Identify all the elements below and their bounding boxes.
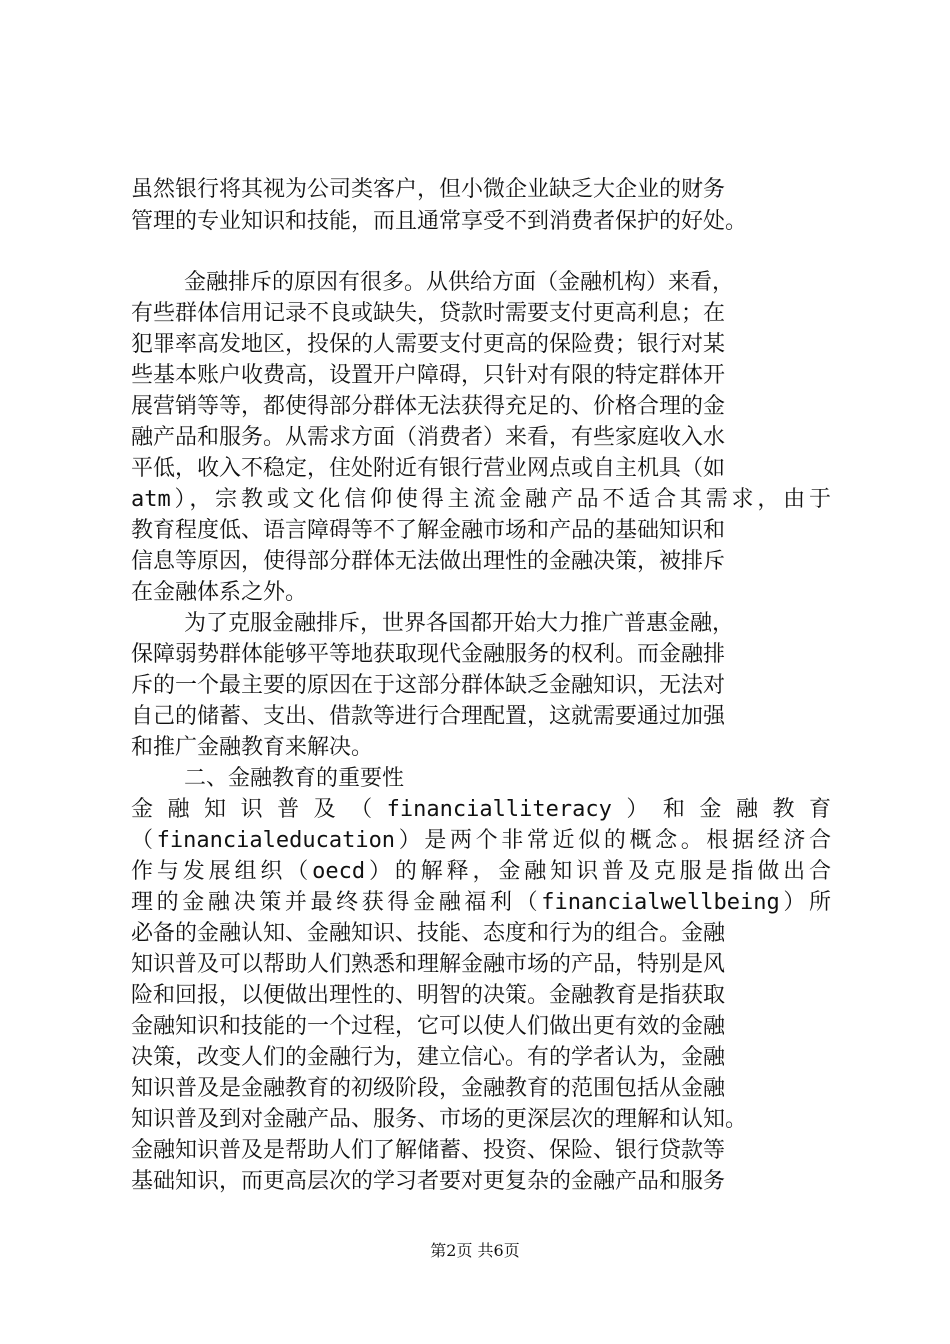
text-line: 犯罪率高发地区，投保的人需要支付更高的保险费；银行对某 xyxy=(131,332,726,357)
text-line: 理的金融决策并最终获得金融福利（financialwellbeing）所 xyxy=(131,890,831,915)
paragraph-start-line: 金融排斥的原因有很多。从供给方面（金融机构）来看， xyxy=(131,270,734,295)
text-line: 金融知识和技能的一个过程，它可以使人们做出更有效的金融 xyxy=(131,1014,726,1039)
text-line: 基础知识，而更高层次的学习者要对更复杂的金融产品和服务 xyxy=(131,1169,726,1194)
section-heading: 二、金融教育的重要性 xyxy=(131,766,404,791)
text-line: 金融知识普及是帮助人们了解储蓄、投资、保险、银行贷款等 xyxy=(131,1138,726,1163)
text-line: 险和回报，以便做出理性的、明智的决策。金融教育是指获取 xyxy=(131,983,726,1008)
text-line: 平低，收入不稳定，住处附近有银行营业网点或自主机具（如 xyxy=(131,456,726,481)
text-line: （financialeducation）是两个非常近似的概念。根据经济合 xyxy=(131,828,831,853)
text-line: 些基本账户收费高，设置开户障碍，只针对有限的特定群体开 xyxy=(131,363,726,388)
text-line: 知识普及可以帮助人们熟悉和理解金融市场的产品，特别是风 xyxy=(131,952,726,977)
text-line: 决策，改变人们的金融行为，建立信心。有的学者认为，金融 xyxy=(131,1045,726,1070)
text-line: 虽然银行将其视为公司类客户，但小微企业缺乏大企业的财务 xyxy=(131,177,726,202)
page-number-footer: 第2页 共6页 xyxy=(430,1241,520,1260)
text-line: 知识普及是金融教育的初级阶段，金融教育的范围包括从金融 xyxy=(131,1076,726,1101)
text-line: 斥的一个最主要的原因在于这部分群体缺乏金融知识，无法对 xyxy=(131,673,726,698)
text-line: 展营销等等，都使得部分群体无法获得充足的、价格合理的金 xyxy=(131,394,726,419)
text-line: 和推广金融教育来解决。 xyxy=(131,735,374,760)
text-line: 在金融体系之外。 xyxy=(131,580,308,605)
text-line: 有些群体信用记录不良或缺失，贷款时需要支付更高利息；在 xyxy=(131,301,726,326)
text-line: 必备的金融认知、金融知识、技能、态度和行为的组合。金融 xyxy=(131,921,726,946)
paragraph-start-line: 为了克服金融排斥，世界各国都开始大力推广普惠金融， xyxy=(131,611,734,636)
text-line: 教育程度低、语言障碍等不了解金融市场和产品的基础知识和 xyxy=(131,518,726,543)
text-line: 作与发展组织（oecd）的解释，金融知识普及克服是指做出合 xyxy=(131,859,831,884)
text-line: 融产品和服务。从需求方面（消费者）来看，有些家庭收入水 xyxy=(131,425,726,450)
paragraph-start-line: 金融知识普及（financialliteracy）和金融教育 xyxy=(131,797,831,822)
text-line: 保障弱势群体能够平等地获取现代金融服务的权利。而金融排 xyxy=(131,642,726,667)
text-line: atm），宗教或文化信仰使得主流金融产品不适合其需求，由于 xyxy=(131,487,831,512)
text-line: 知识普及到对金融产品、服务、市场的更深层次的理解和认知。 xyxy=(131,1107,748,1132)
text-line: 管理的专业知识和技能，而且通常享受不到消费者保护的好处。 xyxy=(131,209,748,234)
text-line: 信息等原因，使得部分群体无法做出理性的金融决策，被排斥 xyxy=(131,549,726,574)
text-line: 自己的储蓄、支出、借款等进行合理配置，这就需要通过加强 xyxy=(131,704,726,729)
